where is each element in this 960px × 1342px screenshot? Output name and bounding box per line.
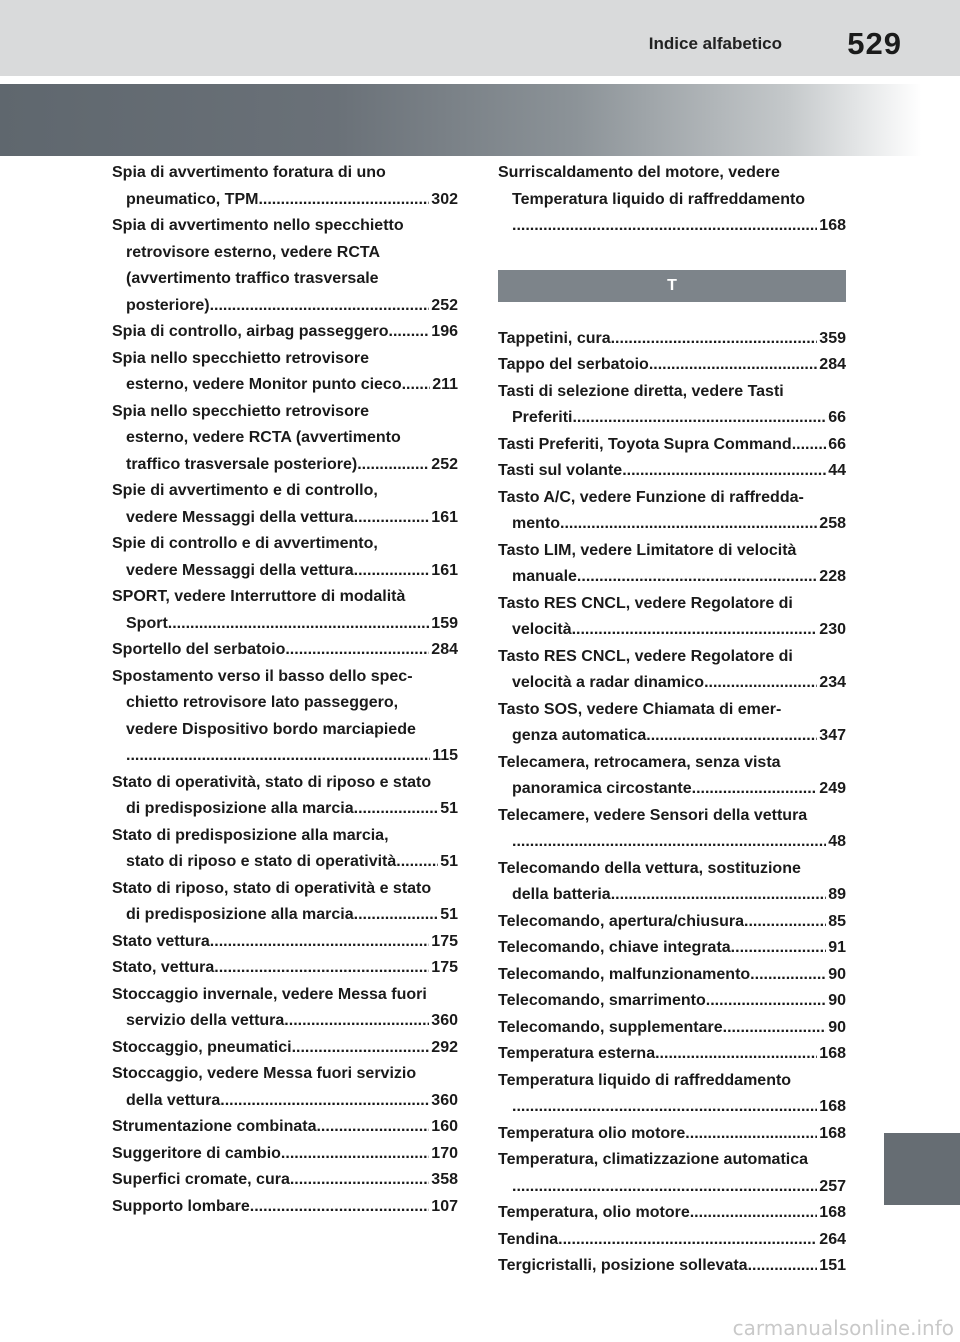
page-reference: 175 — [431, 932, 458, 950]
index-entry-line — [498, 670, 846, 697]
entry-text: Tergicristalli, posizione sollevata — [498, 1257, 748, 1274]
index-entry-line — [112, 876, 458, 903]
page-reference: 51 — [440, 853, 458, 870]
dot-leader — [792, 432, 827, 459]
entry-text: Telecomando, apertura/chiusura — [498, 912, 744, 930]
dot-leader — [354, 902, 439, 929]
entry-text: chietto retrovisore lato passeggero, — [126, 694, 399, 711]
index-entry-line — [112, 982, 458, 1009]
entry-text: Telecomando della vettura, sostituzione — [498, 859, 801, 877]
dot-leader — [655, 1041, 817, 1068]
entry-text: Strumentazione combinata — [112, 1118, 317, 1135]
dot-leader — [357, 452, 429, 479]
page-reference: 211 — [432, 376, 458, 393]
index-entry-line — [498, 909, 846, 936]
dot-leader — [706, 988, 826, 1015]
entry-text: Temperatura, climatizzazione automatica — [498, 1151, 809, 1168]
dot-leader — [611, 882, 827, 909]
entry-text: stato di riposo e stato di operatività — [126, 853, 397, 870]
index-column-right — [498, 160, 846, 1280]
index-entry-line — [498, 882, 846, 909]
entry-text: velocità — [512, 621, 572, 638]
dot-leader — [354, 505, 430, 532]
page-reference: 170 — [431, 1144, 458, 1162]
dot-leader — [220, 1088, 429, 1115]
entry-text: Stato, vettura — [112, 959, 215, 976]
page-reference: 257 — [819, 1177, 846, 1195]
index-entry-line — [112, 213, 458, 240]
index-entry-line — [112, 372, 458, 399]
entry-text: Telecomando, malfunzionamento — [498, 965, 751, 983]
page-reference: 51 — [440, 906, 458, 923]
index-entry-line — [112, 690, 458, 717]
dot-leader — [622, 458, 826, 485]
index-entry-line — [498, 379, 846, 406]
entry-text: della vettura — [126, 1091, 221, 1109]
index-entry-line — [498, 803, 846, 830]
section-title: Indice alfabetico — [648, 34, 782, 53]
entry-text: vedere Messaggi della vettura — [126, 508, 354, 526]
index-entry-line — [498, 511, 846, 538]
index-entry-line — [498, 723, 846, 750]
entry-text: retrovisore esterno, vedere RCTA — [126, 243, 381, 261]
dot-leader — [512, 213, 817, 240]
entry-text: Stato vettura — [112, 932, 210, 950]
page-reference: 234 — [819, 674, 846, 691]
entry-text: Tasti sul volante — [498, 462, 623, 479]
index-entry-line — [498, 1200, 846, 1227]
entry-text: Sportello del serbatoio — [112, 641, 286, 658]
index-entry-line — [112, 187, 458, 214]
index-entry-line — [498, 1068, 846, 1095]
index-entry-line — [498, 213, 846, 240]
index-entry-line — [498, 458, 846, 485]
entry-text: Tasti Preferiti, Toyota Supra Command — [498, 435, 792, 453]
index-entry-line — [112, 902, 458, 929]
letter-header-t: T — [498, 270, 846, 302]
dot-leader — [512, 1094, 817, 1121]
page-reference: 168 — [819, 1124, 846, 1142]
entry-text: esterno, vedere RCTA (avvertimento — [126, 429, 401, 446]
page-reference: 89 — [828, 886, 846, 903]
entry-text: Tasto RES CNCL, vedere Regolatore di — [498, 647, 793, 665]
index-entry-line — [112, 1167, 458, 1194]
index-entry-line — [112, 955, 458, 982]
entry-text: Temperatura, olio motore — [498, 1204, 690, 1221]
index-entry-line — [498, 432, 846, 459]
dot-leader — [292, 1035, 430, 1062]
page-reference: 159 — [431, 614, 458, 632]
dot-leader — [572, 405, 826, 432]
entry-text: Spia nello specchietto retrovisore — [112, 402, 369, 420]
dot-leader — [748, 1253, 818, 1280]
entry-text: (avvertimento traffico trasversale — [126, 270, 379, 287]
index-entry-line — [112, 929, 458, 956]
index-entry-line — [112, 1008, 458, 1035]
page-reference: 168 — [819, 217, 846, 234]
dot-leader — [512, 1174, 817, 1201]
entry-text: Stato di riposo, stato di operatività e stato — [112, 879, 432, 897]
page-reference: 44 — [828, 462, 846, 479]
entry-text: Sport — [126, 614, 168, 632]
page-reference: 90 — [828, 992, 846, 1009]
index-entry-line — [112, 531, 458, 558]
page-reference: 85 — [828, 912, 846, 930]
dot-leader — [611, 326, 818, 353]
entry-text: pneumatico, TPM — [126, 190, 259, 208]
index-entry-line — [498, 1227, 846, 1254]
page-reference: 168 — [819, 1098, 846, 1115]
dot-leader — [396, 849, 438, 876]
entry-text: Tendina — [498, 1230, 559, 1248]
dot-leader — [402, 372, 431, 399]
dot-leader — [210, 293, 430, 320]
page-reference: 51 — [440, 800, 458, 817]
index-entry-line — [112, 637, 458, 664]
index-entry-line — [498, 1147, 846, 1174]
page-reference: 228 — [819, 568, 846, 585]
entry-text: Stoccaggio invernale, vedere Messa fuori — [112, 985, 427, 1003]
entry-text: Spia nello specchietto retrovisore — [112, 349, 369, 367]
dot-leader — [731, 935, 827, 962]
entry-text: Tasto LIM, vedere Limitatore di velocità — [498, 541, 797, 559]
index-entry-line — [498, 1121, 846, 1148]
index-entry-line — [498, 352, 846, 379]
index-entry-line — [498, 1041, 846, 1068]
entry-text: Spia di avvertimento nello specchietto — [112, 217, 404, 234]
page-number: 529 — [847, 26, 902, 61]
index-entry-line — [112, 505, 458, 532]
page-reference: 360 — [431, 1012, 458, 1029]
index-entry-line — [112, 1194, 458, 1221]
index-entry-line — [498, 538, 846, 565]
index-entry-line — [498, 1094, 846, 1121]
page-reference: 66 — [828, 409, 846, 426]
dot-leader — [354, 558, 430, 585]
index-entry-line — [112, 611, 458, 638]
index-entry-line — [112, 319, 458, 346]
page-reference: 252 — [431, 455, 458, 473]
index-group-s-continued — [498, 160, 846, 240]
entry-text: Spostamento verso il basso dello spec- — [112, 667, 413, 685]
page-reference: 230 — [819, 621, 846, 638]
page-reference: 90 — [828, 965, 846, 983]
index-entry-line — [498, 187, 846, 214]
entry-text: mento — [512, 515, 560, 532]
index-entry-line — [498, 485, 846, 512]
index-entry-line — [112, 1061, 458, 1088]
entry-text: Telecomando, supplementare — [498, 1018, 723, 1036]
dot-leader — [258, 187, 429, 214]
page-reference: 196 — [431, 323, 458, 340]
dot-leader — [354, 796, 439, 823]
entry-text: SPORT, vedere Interruttore di modalità — [112, 588, 406, 605]
entry-text: Tasti di selezione diretta, vedere Tasti — [498, 382, 784, 400]
index-entry-line — [112, 478, 458, 505]
index-entry-line — [112, 399, 458, 426]
index-entry-line — [498, 326, 846, 353]
dot-leader — [750, 962, 826, 989]
entry-text: di predisposizione alla marcia — [126, 906, 354, 923]
index-entry-line — [112, 266, 458, 293]
dot-leader — [250, 1194, 430, 1221]
entry-text: Superfici cromate, cura — [112, 1171, 290, 1188]
dot-leader — [389, 319, 430, 346]
index-entry-line — [112, 743, 458, 770]
page-reference: 264 — [819, 1230, 846, 1248]
index-entry-line — [498, 829, 846, 856]
page-reference: 284 — [819, 356, 846, 373]
page-reference: 284 — [431, 641, 458, 658]
entry-text: Temperatura esterna — [498, 1045, 656, 1062]
index-entry-line — [498, 1174, 846, 1201]
index-entry-line — [112, 1114, 458, 1141]
index-entry-line — [112, 1141, 458, 1168]
entry-text: servizio della vettura — [126, 1012, 285, 1029]
dot-leader — [649, 352, 817, 379]
entry-text: Surriscaldamento del motore, vedere — [498, 164, 780, 181]
entry-text: Tasto RES CNCL, vedere Regolatore di — [498, 594, 793, 612]
entry-text: manuale — [512, 568, 577, 585]
page-reference: 258 — [819, 515, 846, 532]
page-reference: 48 — [828, 833, 846, 850]
page-reference: 168 — [819, 1204, 846, 1221]
page-reference: 168 — [819, 1045, 846, 1062]
index-entry-line — [498, 750, 846, 777]
entry-text: Tasto A/C, vedere Funzione di raffredda- — [498, 488, 804, 506]
section-banner — [0, 84, 960, 156]
entry-text: Stoccaggio, vedere Messa fuori servizio — [112, 1065, 417, 1082]
page-reference: 302 — [431, 190, 458, 208]
entry-text: vedere Messaggi della vettura — [126, 561, 354, 579]
index-entry-line — [498, 1015, 846, 1042]
index-entry-line — [112, 346, 458, 373]
entry-text: Temperatura olio motore — [498, 1124, 686, 1142]
dot-leader — [744, 909, 826, 936]
index-group-t — [498, 326, 846, 1280]
index-entry-line — [112, 823, 458, 850]
page-reference: 252 — [431, 296, 458, 314]
dot-leader — [168, 611, 430, 638]
index-entry-line — [112, 1035, 458, 1062]
page-reference: 90 — [828, 1018, 846, 1036]
index-entry-line — [112, 558, 458, 585]
page-reference: 359 — [819, 329, 846, 347]
index-entry-line — [112, 293, 458, 320]
page-reference: 161 — [431, 561, 458, 579]
index-entry-line — [498, 962, 846, 989]
dot-leader — [284, 1008, 429, 1035]
page-reference: 151 — [819, 1257, 846, 1274]
index-entry-line — [498, 160, 846, 187]
entry-text: di predisposizione alla marcia — [126, 800, 354, 817]
dot-leader — [572, 617, 818, 644]
page-reference: 115 — [432, 747, 458, 764]
page-reference: 347 — [819, 727, 846, 744]
dot-leader — [285, 637, 429, 664]
entry-text: Tasto SOS, vedere Chiamata di emer- — [498, 700, 782, 718]
entry-text: Temperatura liquido di raffreddamento — [498, 1071, 792, 1089]
index-entry-line — [112, 717, 458, 744]
dot-leader — [685, 1121, 817, 1148]
dot-leader — [126, 743, 430, 770]
page-reference: 160 — [431, 1118, 458, 1135]
entry-text: Tappo del serbatoio — [498, 356, 649, 373]
entry-text: Supporto lombare — [112, 1197, 250, 1215]
page-reference: 292 — [431, 1038, 458, 1056]
dot-leader — [560, 511, 817, 538]
entry-text: Stoccaggio, pneumatici — [112, 1038, 292, 1056]
page-reference: 358 — [431, 1171, 458, 1188]
entry-text: Telecomando, chiave integrata — [498, 939, 731, 956]
dot-leader — [281, 1141, 429, 1168]
page-reference: 66 — [828, 435, 846, 453]
dot-leader — [214, 955, 429, 982]
entry-text: Spie di avvertimento e di controllo, — [112, 482, 378, 499]
page-reference: 360 — [431, 1091, 458, 1109]
entry-text: Suggeritore di cambio — [112, 1144, 281, 1162]
entry-text: Telecamera, retrocamera, senza vista — [498, 753, 781, 771]
entry-text: Temperatura liquido di raffreddamento — [512, 190, 806, 208]
index-entry-line — [498, 697, 846, 724]
page-reference: 91 — [828, 939, 846, 956]
dot-leader — [723, 1015, 827, 1042]
entry-text: Stato di predisposizione alla marcia, — [112, 826, 389, 844]
entry-text: vedere Dispositivo bordo marciapiede — [126, 720, 416, 738]
entry-text: Stato di operatività, stato di riposo e stato — [112, 773, 432, 791]
index-entry-line — [498, 856, 846, 883]
index-entry-line — [498, 591, 846, 618]
index-entry-line — [112, 1088, 458, 1115]
index-entry-line — [498, 405, 846, 432]
index-entry-line — [112, 664, 458, 691]
page-reference: 161 — [431, 508, 458, 526]
index-entry-line — [498, 644, 846, 671]
entry-text: Telecamere, vedere Sensori della vettura — [498, 806, 808, 824]
index-column-left — [112, 160, 458, 1220]
dot-leader — [577, 564, 817, 591]
index-entry-line — [112, 770, 458, 797]
page-reference: 175 — [431, 959, 458, 976]
entry-text: panoramica circostante — [512, 780, 692, 797]
index-entry-line — [112, 160, 458, 187]
dot-leader — [692, 776, 818, 803]
dot-leader — [512, 829, 826, 856]
entry-text: velocità a radar dinamico — [512, 674, 705, 691]
dot-leader — [646, 723, 817, 750]
index-entry-line — [498, 988, 846, 1015]
index-entry-line — [498, 1253, 846, 1280]
page-header-bar — [0, 0, 960, 76]
entry-text: Telecomando, smarrimento — [498, 992, 706, 1009]
index-entry-line — [112, 796, 458, 823]
page-reference: 249 — [819, 780, 846, 797]
entry-text: Preferiti — [512, 409, 573, 426]
entry-text: Tappetini, cura — [498, 329, 611, 347]
dot-leader — [704, 670, 817, 697]
entry-text: Spia di avvertimento foratura di uno — [112, 164, 386, 181]
section-thumb-tab — [884, 1133, 960, 1205]
index-entry-line — [112, 849, 458, 876]
index-entry-line — [112, 452, 458, 479]
watermark: carmanualsonline.info — [732, 1316, 954, 1340]
index-entry-line — [498, 564, 846, 591]
page-reference: 107 — [431, 1197, 458, 1215]
entry-text: della batteria — [512, 886, 611, 903]
index-entry-line — [112, 425, 458, 452]
entry-text: posteriore) — [126, 296, 210, 314]
dot-leader — [690, 1200, 818, 1227]
index-entry-line — [498, 776, 846, 803]
index-entry-line — [112, 584, 458, 611]
dot-leader — [316, 1114, 429, 1141]
index-entry-line — [112, 240, 458, 267]
dot-leader — [290, 1167, 429, 1194]
entry-text: traffico trasversale posteriore) — [126, 455, 358, 473]
dot-leader — [558, 1227, 817, 1254]
entry-text: Spia di controllo, airbag passeggero — [112, 323, 389, 340]
entry-text: esterno, vedere Monitor punto cieco — [126, 376, 402, 393]
index-entry-line — [498, 617, 846, 644]
entry-text: Spie di controllo e di avvertimento, — [112, 535, 378, 552]
entry-text: genza automatica — [512, 727, 647, 744]
index-entry-line — [498, 935, 846, 962]
dot-leader — [210, 929, 430, 956]
